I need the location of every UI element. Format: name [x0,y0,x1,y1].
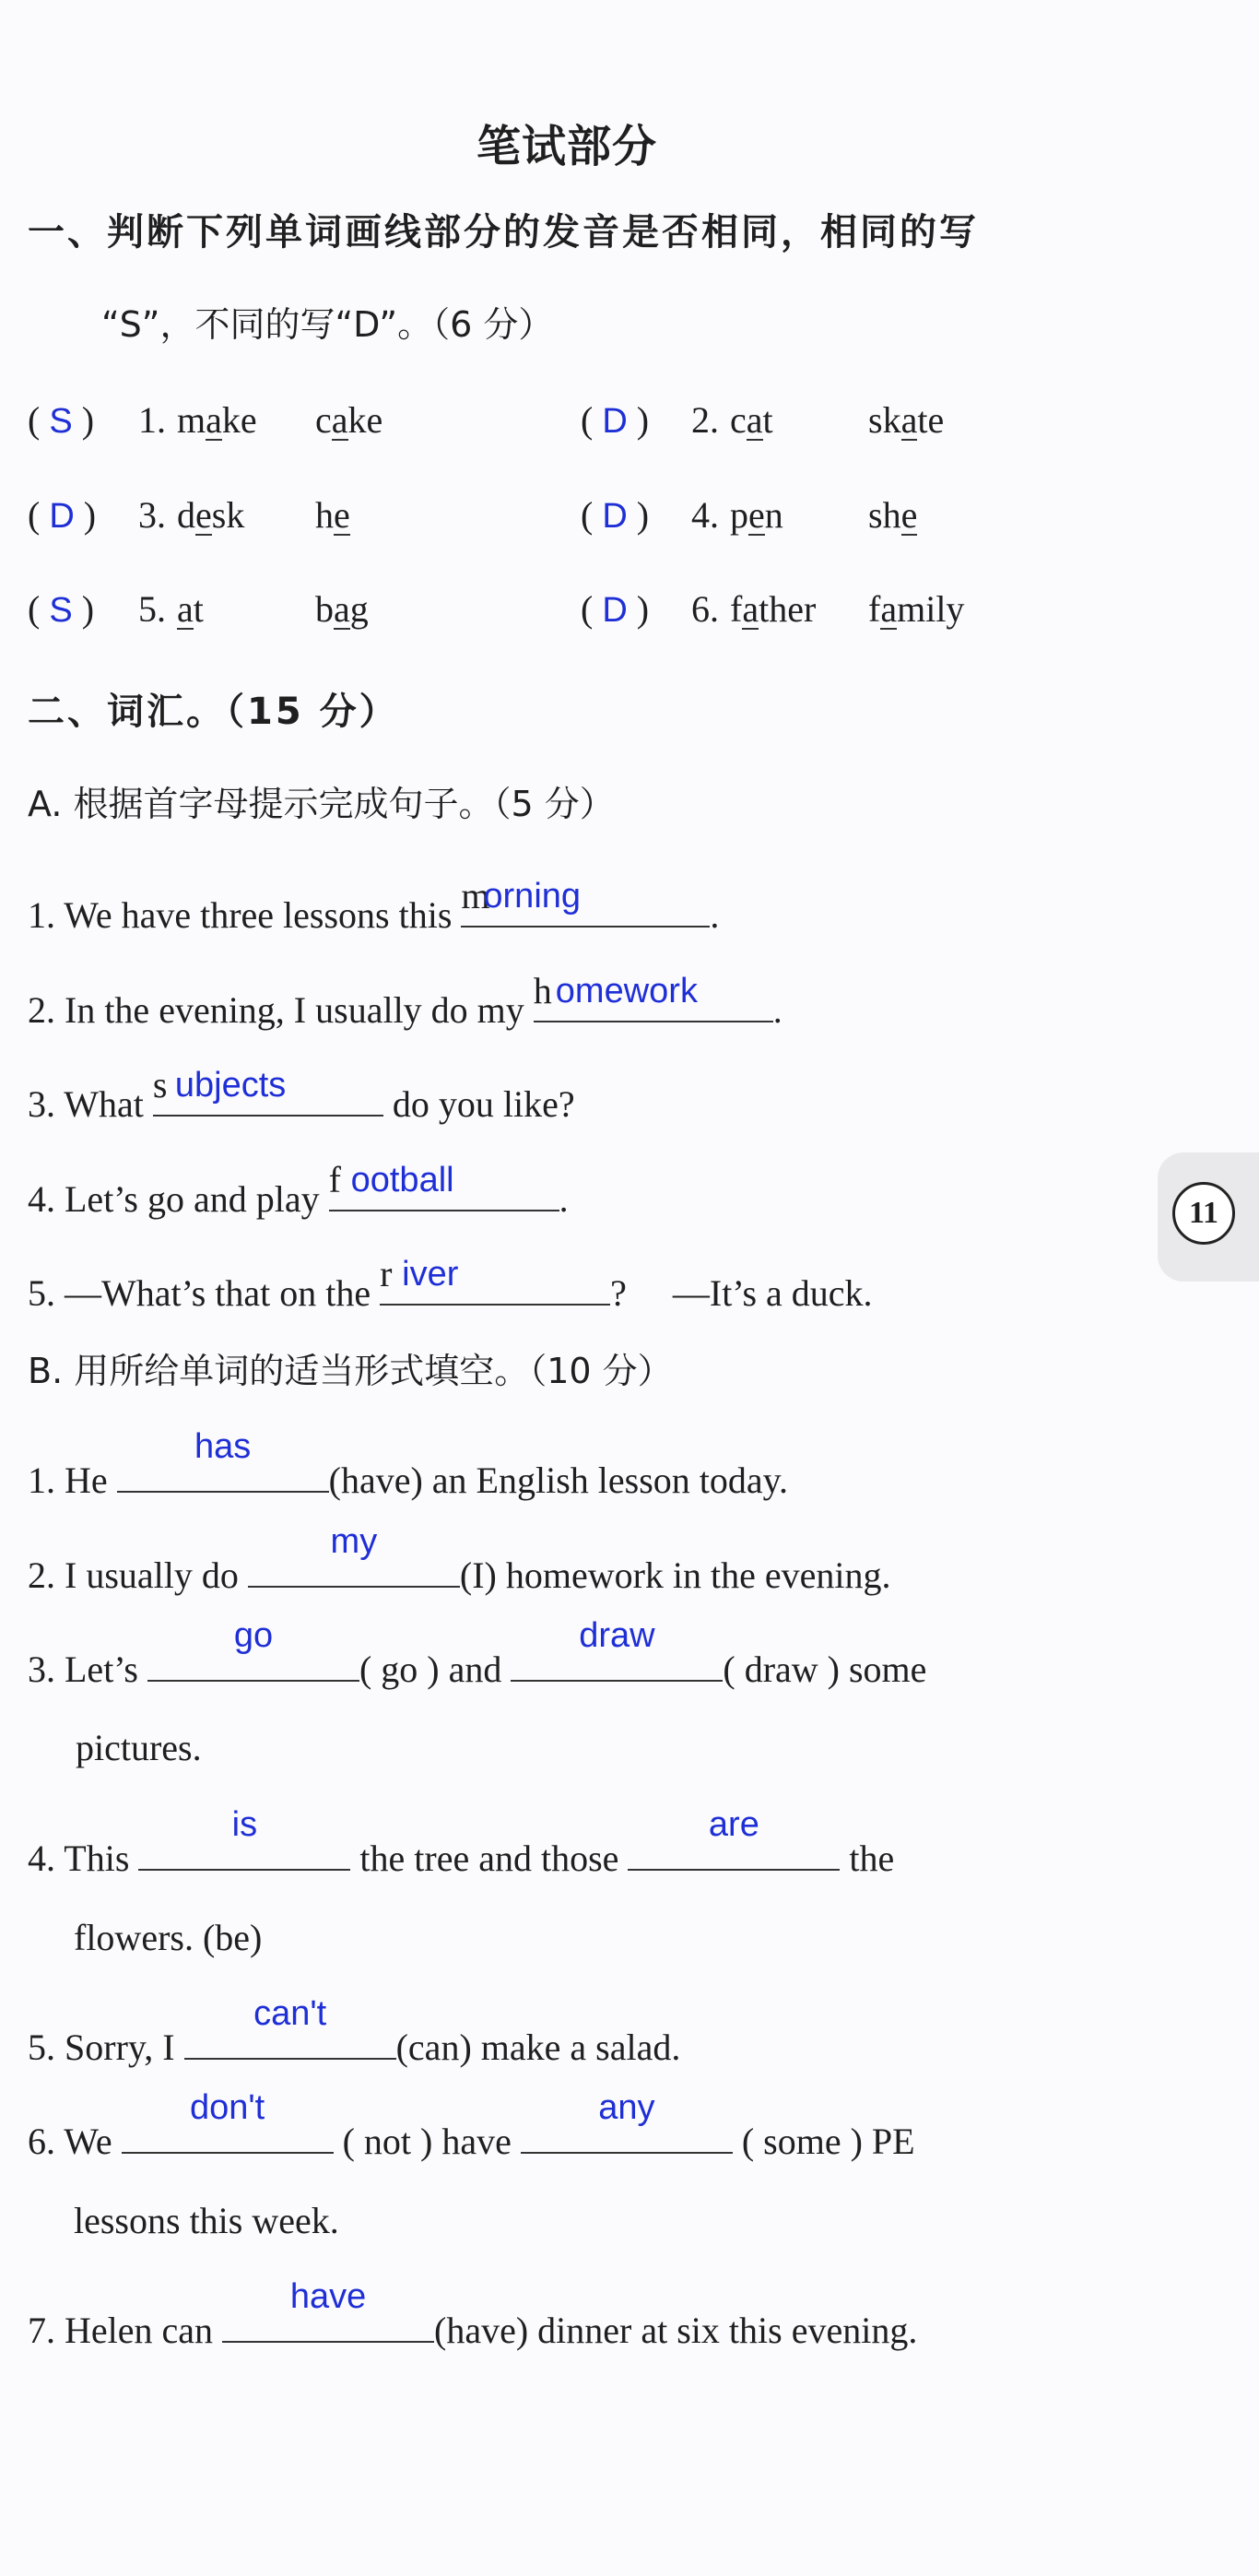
word-part: c [730,399,747,441]
answer-blank[interactable] [328,1159,559,1211]
partA-question [28,1253,873,1316]
hint-letter: s [152,1064,168,1105]
underlined-letter: a [900,399,918,441]
partB-q5-post: (can) make a salad. [395,2027,681,2068]
word-part: sk [211,494,245,536]
partB-q6-mid: ( not ) have [333,2121,521,2162]
question-text: 5. —What’s that on the [28,1272,381,1314]
partB-q5-pre: 5. Sorry, I [28,2027,184,2068]
partB-q4-answer2: are [708,1805,759,1844]
partB-q3-pre: 3. Let’s [28,1648,147,1690]
second-word [315,493,453,538]
underlined-letter: a [331,399,348,441]
word-part: t [193,588,204,630]
hint-letter: h [533,970,552,1011]
phonics-item [28,398,453,443]
word-part: m [177,399,206,441]
second-word [868,493,1006,538]
first-word [730,493,868,538]
question-tail: do you like? [382,1083,575,1125]
first-word [177,587,315,632]
question-tail: . [559,1178,569,1220]
word-part: b [315,588,334,630]
underlined-letter: a [746,399,763,441]
partA-heading: A. 根据首字母提示完成句子。（5 分） [28,784,615,824]
filled-answer: omework [555,972,698,1010]
question-tail: . [772,989,782,1031]
partB-q7-answer: have [289,2277,367,2316]
answer-blank[interactable] [533,970,773,1022]
partB-q4-mid: the tree and those [350,1837,629,1879]
hint-letter: m [461,875,490,916]
first-word [177,398,315,443]
word-part: h [315,494,334,536]
partB-q2-answer: my [330,1522,378,1561]
item-number: 1. [138,399,166,441]
partB-q4-answer1: is [231,1805,258,1844]
item-number: 5. [138,588,166,630]
item-number: 2. [691,399,719,441]
partB-q1-post: (have) an English lesson today. [328,1459,789,1501]
partB-q2-blank[interactable] [248,1522,460,1588]
partB-q1-pre: 1. He [28,1459,117,1501]
partB-q4-continuation: flowers. (be) [74,1917,263,1958]
word-part: sk [868,399,901,441]
word-part: ke [347,399,383,441]
word-part: d [177,494,195,536]
phonics-answer: D [49,497,75,536]
partB-q2 [28,1522,891,1598]
word-part: mily [897,588,965,630]
filled-answer: orning [483,877,582,916]
question-text: 4. Let’s go and play [28,1178,329,1220]
partB-q7-blank[interactable] [222,2277,434,2343]
phonics-answer: S [49,402,73,441]
partB-q3-continuation: pictures. [76,1727,202,1768]
answer-blank[interactable] [380,1253,610,1306]
partB-q6 [28,2088,915,2164]
question-tail: . [710,894,720,936]
word-part: ther [759,588,817,630]
first-word [177,493,315,538]
question-text: 3. What [28,1083,153,1125]
underlined-letter: a [177,588,194,630]
answer-blank[interactable] [461,875,710,928]
page-number: 11 [1172,1182,1235,1245]
word-part: f [868,588,881,630]
answer-parens[interactable]: ( D ) [28,494,97,536]
answer-parens[interactable]: ( S ) [28,588,95,630]
phonics-item [581,587,1006,632]
word-part: p [730,494,748,536]
page-number-tab [1158,1152,1259,1282]
underlined-letter: a [334,588,350,630]
partB-q4-pre: 4. This [28,1837,139,1879]
partA-question [28,970,782,1033]
word-part: n [764,494,783,536]
second-word [868,398,1006,443]
phonics-answer: S [49,591,73,630]
underlined-letter: a [206,399,222,441]
section1-heading-line2: “S”，不同的写“D”。（6 分） [101,304,554,345]
question-text: 1. We have three lessons this [28,894,462,936]
word-part: ke [221,399,257,441]
partB-q6-answer1: don't [189,2088,265,2127]
question-tail: ? —It’s a duck. [610,1272,873,1314]
question-text: 2. In the evening, I usually do my [28,989,534,1031]
filled-answer: ootball [350,1161,454,1199]
partB-q7-post: (have) dinner at six this evening. [434,2310,918,2351]
underlined-letter: e [900,494,918,536]
partB-q4-blank2[interactable] [628,1805,840,1871]
phonics-answer: D [602,497,628,536]
phonics-item [581,493,1006,538]
partB-q3 [28,1616,927,1692]
phonics-item [581,398,1006,443]
word-part: c [315,399,332,441]
partB-q3-answer1: go [233,1616,274,1655]
item-number: 4. [691,494,719,536]
hint-letter: f [328,1159,341,1200]
second-word [315,587,453,632]
partB-q5 [28,1994,681,2070]
word-part: g [349,588,369,630]
partB-q1-answer: has [194,1427,252,1466]
word-part: sh [868,494,901,536]
partB-heading: B. 用所给单词的适当形式填空。（10 分） [28,1351,673,1391]
partB-q7-pre: 7. Helen can [28,2310,223,2351]
partB-q3-answer2: draw [579,1616,655,1655]
partB-q7 [28,2277,918,2353]
partB-q3-post: ( draw ) some [723,1648,927,1690]
partB-q3-blank2[interactable] [511,1616,723,1682]
answer-parens[interactable]: ( S ) [28,399,95,441]
partB-q5-answer: can't [253,1994,327,2033]
item-number: 3. [138,494,166,536]
section2-heading: 二、词汇。（15 分） [28,691,399,733]
second-word [315,398,453,443]
partB-q6-blank2[interactable] [521,2088,733,2154]
item-number: 6. [691,588,719,630]
partB-q4 [28,1805,895,1881]
first-word [730,398,868,443]
first-word [730,587,868,632]
partA-question [28,875,720,938]
partB-q5-blank[interactable] [184,1994,396,2060]
partB-q6-continuation: lessons this week. [74,2200,339,2241]
partB-q2-pre: 2. I usually do [28,1554,248,1596]
answer-parens[interactable]: ( D ) [581,588,650,630]
partB-q6-answer2: any [598,2088,655,2127]
partB-q3-blank1[interactable] [147,1616,359,1682]
filled-answer: ubjects [174,1066,287,1105]
underlined-letter: e [748,494,765,536]
partB-q2-post: (I) homework in the evening. [459,1554,891,1596]
phonics-answer: D [602,402,628,441]
partB-q3-mid: ( go ) and [359,1648,512,1690]
partB-q6-pre: 6. We [28,2121,122,2162]
partB-q1 [28,1427,789,1503]
partB-q4-post: the [840,1837,895,1879]
second-word [868,587,1006,632]
partA-question [28,1064,575,1127]
word-part: t [762,399,773,441]
underlined-letter: a [880,588,898,630]
partB-q6-blank1[interactable] [122,2088,334,2154]
word-part: te [917,399,945,441]
underlined-letter: a [742,588,759,630]
phonics-item [28,587,453,632]
partB-q6-post: ( some ) PE [732,2121,915,2162]
filled-answer: iver [402,1255,459,1294]
partB-q4-blank1[interactable] [138,1805,350,1871]
partA-question [28,1159,569,1222]
word-part: f [730,588,743,630]
answer-blank[interactable] [152,1064,383,1117]
section1-heading-line1: 一、判断下列单词画线部分的发音是否相同，相同的写 [28,211,979,254]
phonics-item [28,493,453,538]
answer-parens[interactable]: ( D ) [581,399,650,441]
page-title: 笔试部分 [476,121,657,172]
underlined-letter: e [195,494,212,536]
hint-letter: r [380,1253,393,1294]
answer-parens[interactable]: ( D ) [581,494,650,536]
partB-q1-blank[interactable] [117,1427,329,1493]
underlined-letter: e [334,494,350,536]
phonics-answer: D [602,591,628,630]
